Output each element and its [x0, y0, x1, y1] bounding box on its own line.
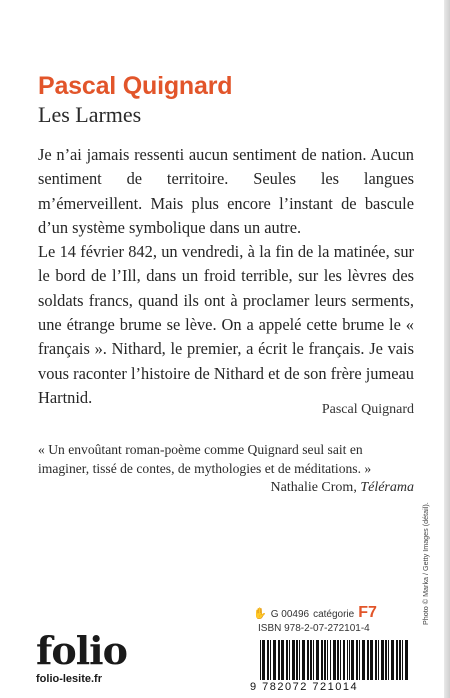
photo-credit: Photo © Marka / Getty Images (détail). — [421, 502, 430, 625]
author-name: Pascal Quignard — [38, 72, 233, 100]
category-label: catégorie — [313, 609, 355, 620]
barcode-bar — [391, 640, 394, 680]
product-code: G 00496 — [270, 609, 310, 620]
barcode-bar — [273, 640, 276, 680]
hands-icon: ✋ — [253, 608, 267, 620]
barcode-bar — [313, 640, 314, 680]
review-publication: Télérama — [360, 480, 414, 495]
barcode-bar — [399, 640, 401, 680]
barcode-bar — [289, 640, 290, 680]
barcode-bar — [347, 640, 348, 680]
barcode-bar — [349, 640, 350, 680]
barcode — [258, 640, 410, 680]
barcode-bar — [385, 640, 387, 680]
barcode-bar — [286, 640, 288, 680]
ean-number: 9 782072 721014 — [250, 681, 359, 693]
barcode-bar — [370, 640, 373, 680]
barcode-bar — [307, 640, 309, 680]
blurb — [38, 143, 414, 410]
barcode-bar — [340, 640, 341, 680]
category-value: F7 — [358, 604, 377, 621]
publisher-site: folio-lesite.fr — [36, 673, 103, 685]
barcode-bar — [281, 640, 284, 680]
barcode-bar — [260, 640, 261, 680]
barcode-bar — [351, 640, 354, 680]
barcode-bar — [321, 640, 323, 680]
book-title: Les Larmes — [38, 102, 142, 127]
barcode-bar — [402, 640, 403, 680]
barcode-bar — [337, 640, 339, 680]
barcode-bar — [378, 640, 379, 680]
barcode-bar — [302, 640, 305, 680]
barcode-bar — [333, 640, 336, 680]
barcode-bar — [405, 640, 408, 680]
isbn: ISBN 978-2-07-272101-4 — [258, 623, 370, 634]
spine-edge — [444, 0, 450, 698]
barcode-bar — [324, 640, 326, 680]
barcode-bar — [367, 640, 369, 680]
review-attribution — [271, 480, 414, 496]
barcode-bar — [396, 640, 398, 680]
blurb-paragraph-1: Je n’ai jamais ressenti aucun sentiment de nation. Aucun sentiment de territoire. Seules les langues m’émerveillent. Mais plus encore l’instant de bascule d’un système symbolique dans un autre. — [38, 145, 414, 237]
barcode-bar — [310, 640, 312, 680]
publisher-logo: folio — [36, 628, 127, 673]
review-quote: « Un envoûtant roman-poème comme Quignard seul sait en imaginer, tissé de contes, de mythologies et de méditations. » — [38, 442, 372, 476]
barcode-bar — [327, 640, 328, 680]
barcode-bar — [296, 640, 298, 680]
barcode-bar — [262, 640, 265, 680]
barcode-bar — [381, 640, 384, 680]
blurb-signature: Pascal Quignard — [321, 402, 414, 417]
barcode-bar — [267, 640, 269, 680]
barcode-bar — [292, 640, 295, 680]
barcode-bar — [330, 640, 331, 680]
barcode-bar — [388, 640, 389, 680]
blurb-paragraph-2: Le 14 février 842, un vendredi, à la fin de la matinée, sur le bord de l’Ill, dans un froid terrible, sur les lèvres des soldats francs, quand ils ont à proclamer leurs serments, une étrange brume se lève. On a appelé cette brume le « français ». Nithard, le premier, a écrit le français. Je vais vous raconter l’histoire de Nithard et de son frère jumeau Hartnid. — [38, 242, 414, 407]
barcode-bar — [375, 640, 377, 680]
barcode-bar — [359, 640, 360, 680]
barcode-bar — [356, 640, 358, 680]
barcode-bar — [362, 640, 365, 680]
review-critic: Nathalie Crom, — [270, 480, 357, 495]
barcode-bar — [278, 640, 280, 680]
barcode-bar — [316, 640, 319, 680]
barcode-bar — [270, 640, 271, 680]
product-code-line — [253, 604, 377, 622]
barcode-bar — [343, 640, 345, 680]
barcode-bar — [299, 640, 300, 680]
